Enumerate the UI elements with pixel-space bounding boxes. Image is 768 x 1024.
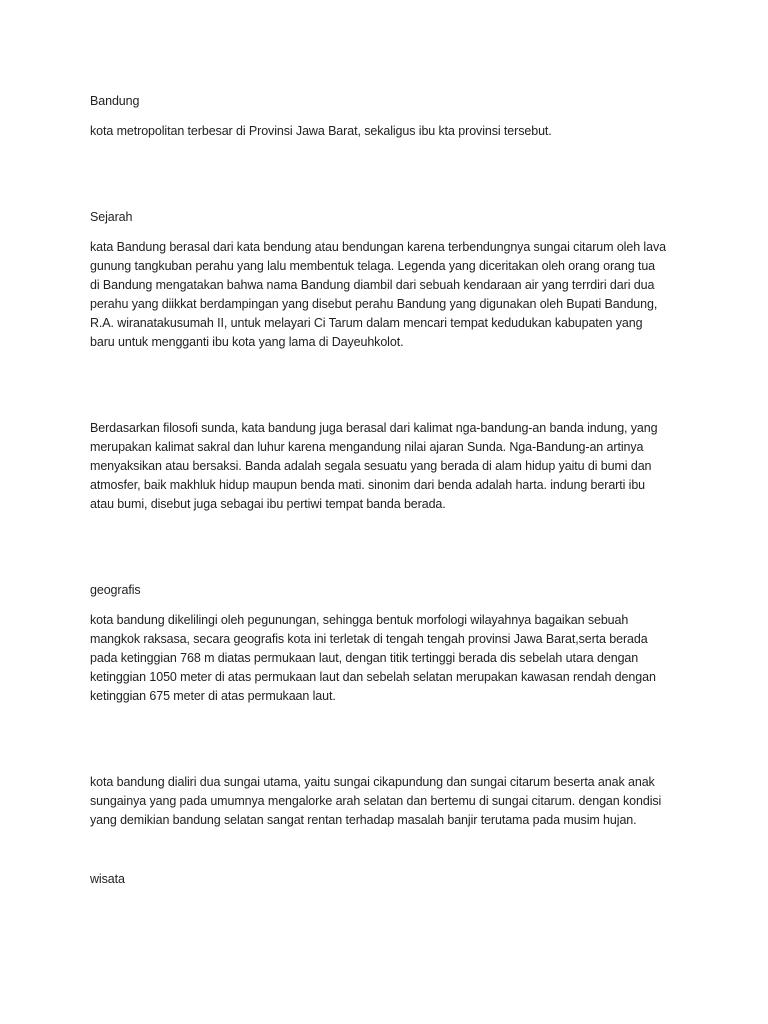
sejarah-p2-line: menyaksikan atau bersaksi. Banda adalah segala sesuatu yang berada di alam hidup yaitu di bumi dan xyxy=(90,459,652,473)
wisata-heading: wisata xyxy=(90,872,125,886)
sejarah-p1-line: kata Bandung berasal dari kata bendung atau bendungan karena terbendungnya sungai citarum oleh lava xyxy=(90,240,666,254)
sejarah-p2-line: atau bumi, disebut juga sebagai ibu pertiwi tempat banda berada. xyxy=(90,497,446,511)
geografis-p1-line: ketinggian 1050 meter di atas permukaan laut dan sebelah selatan merupakan kawasan rendah dengan xyxy=(90,670,656,684)
geografis-p1-line: pada ketinggian 768 m diatas permukaan laut, dengan titik tertinggi berada dis sebelah utara dengan xyxy=(90,651,639,665)
sejarah-p1-line: R.A. wiranatakusumah II, untuk melayari Ci Tarum dalam mencari tempat kedudukan kabupaten yang xyxy=(90,316,643,330)
intro-paragraph: kota metropolitan terbesar di Provinsi Jawa Barat, sekaligus ibu kta provinsi tersebut. xyxy=(90,124,552,138)
document-title: Bandung xyxy=(90,94,140,108)
sejarah-p1-line: di Bandung mengatakan bahwa nama Bandung diambil dari sebuah kendaraan air yang terrdiri dari dua xyxy=(90,278,655,292)
sejarah-p2-line: atmosfer, baik makhluk hidup maupun benda mati. sinonim dari benda adalah harta. indung berarti ibu xyxy=(90,478,646,492)
geografis-p1-line: mangkok raksasa, secara geografis kota ini terletak di tengah tengah provinsi Jawa Barat,serta berada xyxy=(90,632,648,646)
geografis-p1-line: kota bandung dikelilingi oleh pegunungan, sehingga bentuk morfologi wilayahnya bagaikan sebuah xyxy=(90,613,629,627)
sejarah-heading: Sejarah xyxy=(90,210,133,224)
sejarah-p1-line: gunung tangkuban perahu yang lalu membentuk telaga. Legenda yang diceritakan oleh orang orang tua xyxy=(90,259,656,273)
geografis-p1-line: ketinggian 675 meter di atas permukaan laut. xyxy=(90,689,336,703)
geografis-p2-line: sungainya yang pada umumnya mengalorke arah selatan dan bertemu di sungai citarum. dengan kondisi xyxy=(90,794,662,808)
geografis-p2-line: yang demikian bandung selatan sangat rentan terhadap masalah banjir terutama pada musim hujan. xyxy=(90,813,637,827)
geografis-p2-line: kota bandung dialiri dua sungai utama, yaitu sungai cikapundung dan sungai citarum beserta anak anak xyxy=(90,775,655,789)
sejarah-p1-line: perahu yang diikkat berdampingan yang disebut perahu Bandung yang digunakan oleh Bupati Bandung, xyxy=(90,297,658,311)
geografis-heading: geografis xyxy=(90,583,141,597)
sejarah-p1-line: baru untuk mengganti ibu kota yang lama di Dayeuhkolot. xyxy=(90,335,404,349)
sejarah-p2-line: merupakan kalimat sakral dan luhur karena mengandung nilai ajaran Sunda. Nga-Bandung-an artinya xyxy=(90,440,644,454)
sejarah-p2-line: Berdasarkan filosofi sunda, kata bandung juga berasal dari kalimat nga-bandung-an banda indung, yang xyxy=(90,421,658,435)
